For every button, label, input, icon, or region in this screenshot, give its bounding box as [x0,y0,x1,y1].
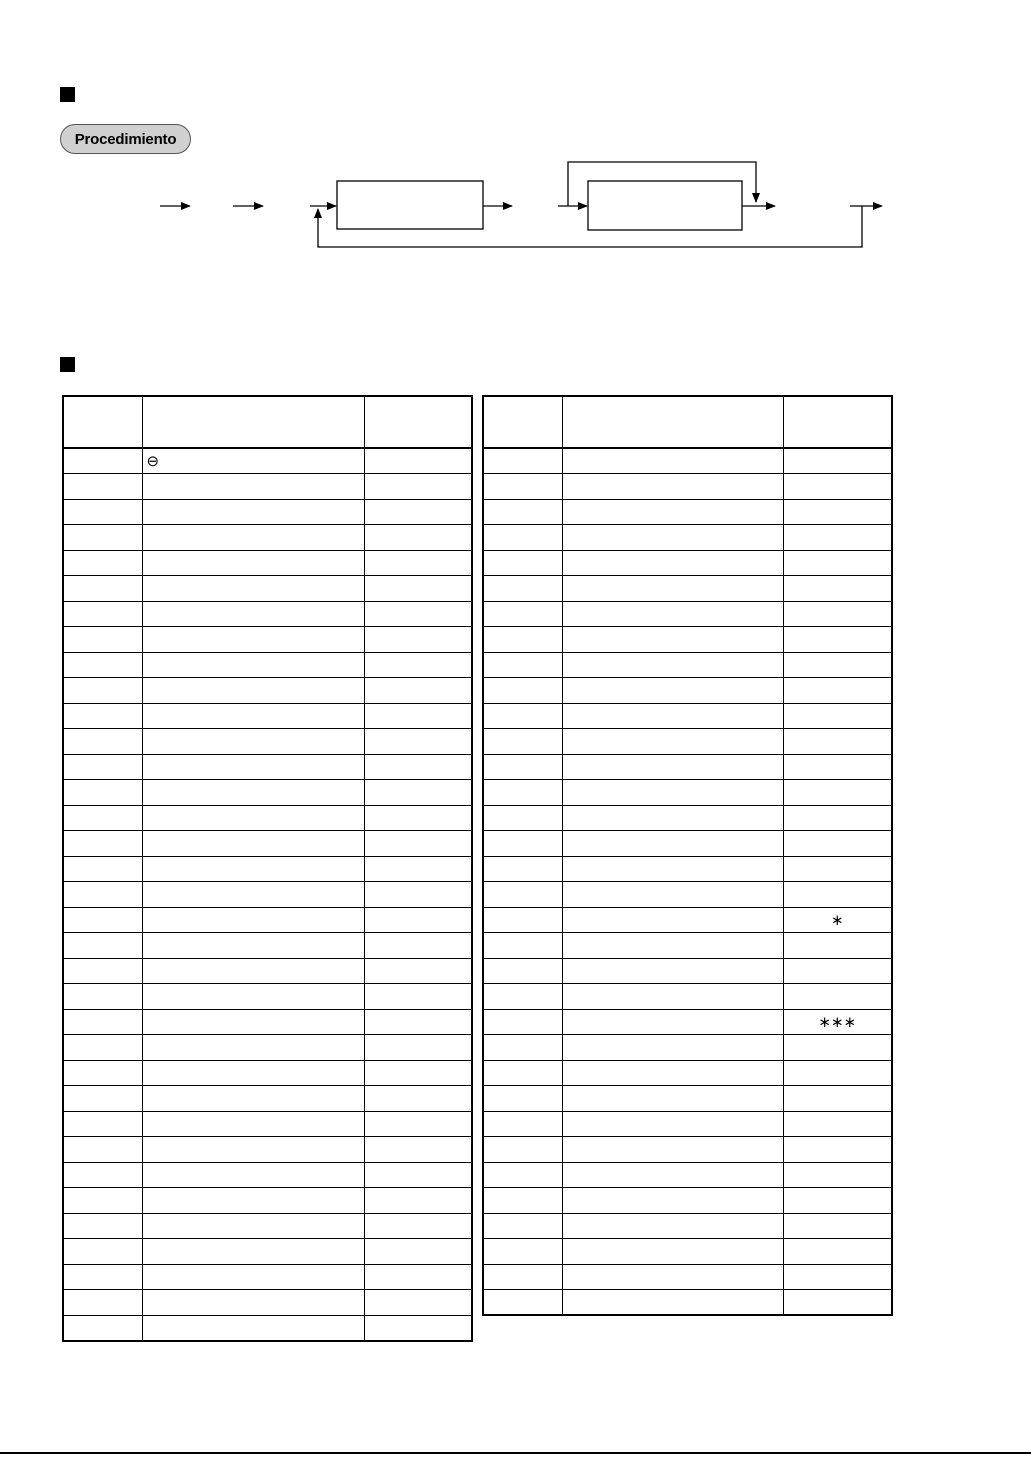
right-table-row [483,474,892,500]
left-table-cell-col1 [63,1035,142,1061]
left-table-cell-col3 [364,856,472,882]
left-table-cell-col1 [63,474,142,500]
left-table-cell-col1 [63,805,142,831]
left-table-cell-col1 [63,1137,142,1163]
left-table-cell-col2 [142,525,364,551]
left-table-cell-col3 [364,550,472,576]
right-table-cell-col2 [562,601,783,627]
right-table-row [483,652,892,678]
right-table-cell-col2 [562,1035,783,1061]
right-table-cell-col1 [483,525,562,551]
right-table-cell-col2 [562,831,783,857]
right-table-row [483,550,892,576]
left-table-cell-col1 [63,729,142,755]
right-table-row [483,1035,892,1061]
right-table-cell-col1 [483,1035,562,1061]
right-table-cell-col3 [783,1137,892,1163]
left-table-row [63,1162,472,1188]
left-table-cell-col2 [142,678,364,704]
right-table-cell-col1 [483,678,562,704]
right-table-cell-col2 [562,652,783,678]
right-table-cell-col3 [783,550,892,576]
left-table-cell-col2 [142,1009,364,1035]
left-table-cell-col2 [142,856,364,882]
right-table-cell-col2 [562,1264,783,1290]
left-table-cell-col3 [364,678,472,704]
left-table-cell-col2 [142,1060,364,1086]
right-table-row [483,678,892,704]
flow-loop-top [568,162,756,206]
right-table-row [483,499,892,525]
left-table-cell-col1 [63,907,142,933]
right-table-header [483,396,892,448]
right-table-cell-col3 [783,601,892,627]
left-table-row [63,1086,472,1112]
left-table-cell-col1 [63,627,142,653]
left-table-cell-col2 [142,1213,364,1239]
right-table-row [483,1162,892,1188]
left-table-row [63,678,472,704]
flow-loop-bottom [318,206,862,247]
right-table-cell-col2 [562,1162,783,1188]
right-table-cell-col1 [483,805,562,831]
right-table-cell-col2 [562,933,783,959]
right-table-row [483,958,892,984]
left-table-cell-col1 [63,1111,142,1137]
left-table-row [63,525,472,551]
right-table-row [483,601,892,627]
right-table-row [483,805,892,831]
left-table-cell-col3 [364,1111,472,1137]
left-table-header [63,396,472,448]
left-table-cell-col1 [63,1290,142,1316]
right-table-cell-col1 [483,729,562,755]
left-table-cell-col3 [364,729,472,755]
right-table-cell-col2 [562,448,783,474]
right-table-cell-col1 [483,652,562,678]
right-table-cell-col3: ∗ [783,907,892,933]
right-table-cell-col2 [562,958,783,984]
left-table-row [63,1213,472,1239]
left-table-cell-col2 [142,1239,364,1265]
left-table-cell-col3 [364,652,472,678]
right-table-cell-col3 [783,780,892,806]
right-table-cell-col1 [483,576,562,602]
left-table-cell-col1 [63,754,142,780]
right-table-row [483,1060,892,1086]
left-table-cell-col1 [63,1009,142,1035]
left-table-row [63,550,472,576]
left-table-cell-col3 [364,882,472,908]
right-table-row [483,1086,892,1112]
right-table-cell-col1 [483,499,562,525]
right-header-description [562,396,783,448]
right-table-cell-col1 [483,856,562,882]
right-table-cell-col1 [483,754,562,780]
right-table-cell-col3 [783,678,892,704]
left-table-cell-col3 [364,1315,472,1341]
left-table-cell-col3 [364,1009,472,1035]
right-table-cell-col3 [783,499,892,525]
left-table-cell-col1 [63,856,142,882]
left-table-cell-col1 [63,882,142,908]
right-table-cell-col3 [783,1290,892,1316]
left-table-cell-col3 [364,627,472,653]
left-table-cell-col1 [63,550,142,576]
left-table-cell-col2 [142,958,364,984]
left-table-cell-col3 [364,1086,472,1112]
right-table-cell-col1 [483,907,562,933]
right-table-row [483,831,892,857]
right-table-cell-col1 [483,550,562,576]
right-table-cell-col3 [783,1239,892,1265]
left-table-row [63,499,472,525]
right-table-cell-col1 [483,448,562,474]
left-table-cell-col1 [63,1315,142,1341]
right-table-cell-col2 [562,882,783,908]
left-table-row [63,652,472,678]
left-table-cell-col2 [142,754,364,780]
right-table-row [483,856,892,882]
right-table-row [483,1137,892,1163]
right-table-row [483,1188,892,1214]
left-table-cell-col2 [142,984,364,1010]
left-table-cell-col3 [364,576,472,602]
left-table-cell-col2 [142,1188,364,1214]
right-table-cell-col1 [483,1162,562,1188]
left-table-cell-col3 [364,805,472,831]
right-table-cell-col1 [483,1111,562,1137]
right-table-cell-col3 [783,627,892,653]
right-table-cell-col3: ∗∗∗ [783,1009,892,1035]
right-table-cell-col1 [483,780,562,806]
left-table-row [63,780,472,806]
left-header-value [364,396,472,448]
right-table-cell-col3 [783,1188,892,1214]
left-table-cell-col3 [364,1213,472,1239]
left-table-cell-col3 [364,1137,472,1163]
left-table-cell-col1 [63,1213,142,1239]
right-table-row [483,627,892,653]
left-table-cell-col1 [63,499,142,525]
left-table-cell-col3 [364,984,472,1010]
right-table-cell-col2 [562,1060,783,1086]
left-table-row [63,1035,472,1061]
right-table-cell-col2 [562,474,783,500]
right-table-cell-col2 [562,550,783,576]
right-table-cell-col2 [562,805,783,831]
left-header-description [142,396,364,448]
right-table-cell-col3 [783,576,892,602]
left-table-row [63,805,472,831]
left-table-cell-col1 [63,448,142,474]
flow-box-1 [337,181,483,229]
left-table-cell-col2 [142,907,364,933]
page-bottom-rule [0,1452,1031,1454]
left-table-cell-col1 [63,1188,142,1214]
left-table-cell-col1 [63,703,142,729]
left-table-row [63,1009,472,1035]
right-table-cell-col2 [562,984,783,1010]
right-table-cell-col2 [562,780,783,806]
right-table-cell-col2 [562,678,783,704]
right-table-cell-col2 [562,576,783,602]
left-table-cell-col2 [142,1290,364,1316]
left-table-cell-col3 [364,754,472,780]
left-table-cell-col2 [142,1162,364,1188]
right-table-cell-col3 [783,1264,892,1290]
left-table-cell-col1 [63,831,142,857]
right-table-cell-col2 [562,729,783,755]
right-table-cell-col1 [483,984,562,1010]
right-table-row [483,525,892,551]
right-table-cell-col3 [783,1162,892,1188]
right-table-cell-col3 [783,474,892,500]
right-table-row [483,754,892,780]
left-table-cell-col2 [142,703,364,729]
left-table-row [63,703,472,729]
left-table-cell-col2 [142,882,364,908]
right-table-cell-col1 [483,1086,562,1112]
right-table-row [483,1239,892,1265]
left-table-cell-col3 [364,1239,472,1265]
left-table-cell-col1 [63,1239,142,1265]
right-table-cell-col3 [783,984,892,1010]
right-table-cell-col1 [483,1060,562,1086]
right-table-cell-col3 [783,882,892,908]
left-table-cell-col2 [142,601,364,627]
left-table-cell-col3 [364,1035,472,1061]
right-table-cell-col2 [562,856,783,882]
left-table-cell-col3 [364,703,472,729]
right-table-cell-col2 [562,1290,783,1316]
right-table-cell-col3 [783,958,892,984]
left-table-cell-col1 [63,601,142,627]
left-table-row [63,984,472,1010]
left-table-row [63,1188,472,1214]
left-table-cell-col2 [142,652,364,678]
left-table-row [63,1290,472,1316]
right-table-cell-col3 [783,525,892,551]
left-table-cell-col3 [364,933,472,959]
right-table-cell-col2 [562,499,783,525]
left-table-cell-col2 [142,933,364,959]
right-header-code [483,396,562,448]
right-table-cell-col3 [783,703,892,729]
right-table-cell-col3 [783,831,892,857]
right-table-cell-col1 [483,1137,562,1163]
left-table-cell-col2 [142,499,364,525]
right-table-cell-col2 [562,907,783,933]
right-table-cell-col1 [483,1290,562,1316]
left-table-cell-col3 [364,474,472,500]
procedure-flow-diagram [0,0,1031,260]
left-header-code [63,396,142,448]
left-table-row [63,882,472,908]
right-table-row [483,576,892,602]
left-table-row [63,1239,472,1265]
right-table-row [483,984,892,1010]
left-table-cell-col1 [63,678,142,704]
left-table-row [63,448,472,474]
right-header-value [783,396,892,448]
left-table-cell-col3 [364,1290,472,1316]
right-table-cell-col1 [483,474,562,500]
left-table-cell-col1 [63,780,142,806]
right-table-cell-col3 [783,933,892,959]
right-table-cell-col3 [783,1035,892,1061]
left-table-cell-col2 [142,474,364,500]
right-table-cell-col2 [562,1086,783,1112]
left-table-cell-col2 [142,729,364,755]
right-table-row [483,1290,892,1316]
procedure-badge: Procedimiento [60,124,191,154]
right-table-cell-col3 [783,1086,892,1112]
right-table-cell-col2 [562,1239,783,1265]
left-table-row [63,754,472,780]
right-table-cell-col2 [562,1009,783,1035]
left-table-row [63,729,472,755]
right-table-cell-col2 [562,754,783,780]
left-table-cell-col2 [142,576,364,602]
left-table-cell-col3 [364,1188,472,1214]
right-table-cell-col3 [783,1213,892,1239]
left-table-row [63,1315,472,1341]
right-table-cell-col3 [783,856,892,882]
right-table-row [483,780,892,806]
left-table-row [63,601,472,627]
right-table-row [483,907,892,933]
right-table-cell-col2 [562,1137,783,1163]
left-table-cell-col2 [142,805,364,831]
right-table-cell-col2 [562,1111,783,1137]
left-table-row [63,958,472,984]
right-table-row [483,1213,892,1239]
left-table-cell-col2: ⊖ [142,448,364,474]
left-table-row [63,1137,472,1163]
right-table-cell-col3 [783,652,892,678]
left-table-cell-col2 [142,1035,364,1061]
left-table-cell-col1 [63,1162,142,1188]
left-table-cell-col3 [364,1264,472,1290]
left-table-cell-col2 [142,1315,364,1341]
right-table-cell-col2 [562,1188,783,1214]
left-table-cell-col3 [364,525,472,551]
right-table-cell-col3 [783,1060,892,1086]
right-table-cell-col1 [483,1188,562,1214]
left-table-row [63,1264,472,1290]
left-table-cell-col1 [63,576,142,602]
right-table-row [483,703,892,729]
left-table-cell-col3 [364,958,472,984]
right-table-row [483,882,892,908]
right-table-cell-col1 [483,1264,562,1290]
right-table-row [483,1111,892,1137]
flow-box-2 [588,181,742,230]
left-table-cell-col2 [142,831,364,857]
right-table-row [483,933,892,959]
left-table-cell-col2 [142,1111,364,1137]
left-table-cell-col3 [364,1060,472,1086]
right-table-cell-col3 [783,729,892,755]
left-table-row [63,907,472,933]
left-table-cell-col1 [63,1060,142,1086]
left-table-cell-col3 [364,831,472,857]
right-table-cell-col3 [783,1111,892,1137]
right-table-cell-col1 [483,627,562,653]
right-table-cell-col1 [483,1213,562,1239]
left-table-cell-col3 [364,907,472,933]
left-table [62,395,473,1342]
left-table-cell-col1 [63,652,142,678]
left-table-cell-col1 [63,1086,142,1112]
right-table [482,395,893,1316]
left-table-row [63,856,472,882]
left-table-cell-col3 [364,601,472,627]
left-table-cell-col1 [63,1264,142,1290]
right-table-row [483,448,892,474]
left-table-cell-col2 [142,627,364,653]
left-table-cell-col2 [142,780,364,806]
right-table-row [483,729,892,755]
left-table-row [63,1111,472,1137]
right-table-cell-col1 [483,601,562,627]
left-table-cell-col3 [364,499,472,525]
right-table-cell-col1 [483,958,562,984]
left-table-row [63,474,472,500]
left-table-cell-col1 [63,525,142,551]
left-table-cell-col3 [364,448,472,474]
right-table-cell-col2 [562,525,783,551]
right-table-cell-col3 [783,754,892,780]
right-table-cell-col1 [483,1239,562,1265]
right-table-cell-col3 [783,805,892,831]
right-table-cell-col3 [783,448,892,474]
right-table-cell-col1 [483,933,562,959]
left-table-row [63,576,472,602]
left-table-cell-col3 [364,780,472,806]
right-table-cell-col1 [483,703,562,729]
right-table-cell-col1 [483,1009,562,1035]
left-table-cell-col2 [142,1137,364,1163]
right-table-cell-col2 [562,703,783,729]
right-table-row [483,1009,892,1035]
right-table-cell-col2 [562,1213,783,1239]
left-table-cell-col1 [63,933,142,959]
left-table-cell-col3 [364,1162,472,1188]
right-table-cell-col1 [483,831,562,857]
right-table-row [483,1264,892,1290]
left-table-cell-col2 [142,1086,364,1112]
left-table-row [63,627,472,653]
left-table-cell-col2 [142,1264,364,1290]
left-table-row [63,933,472,959]
left-table-row [63,1060,472,1086]
left-table-cell-col1 [63,958,142,984]
right-table-cell-col1 [483,882,562,908]
left-table-cell-col2 [142,550,364,576]
left-table-row [63,831,472,857]
left-table-cell-col1 [63,984,142,1010]
section-marker-2 [60,357,75,372]
right-table-cell-col2 [562,627,783,653]
